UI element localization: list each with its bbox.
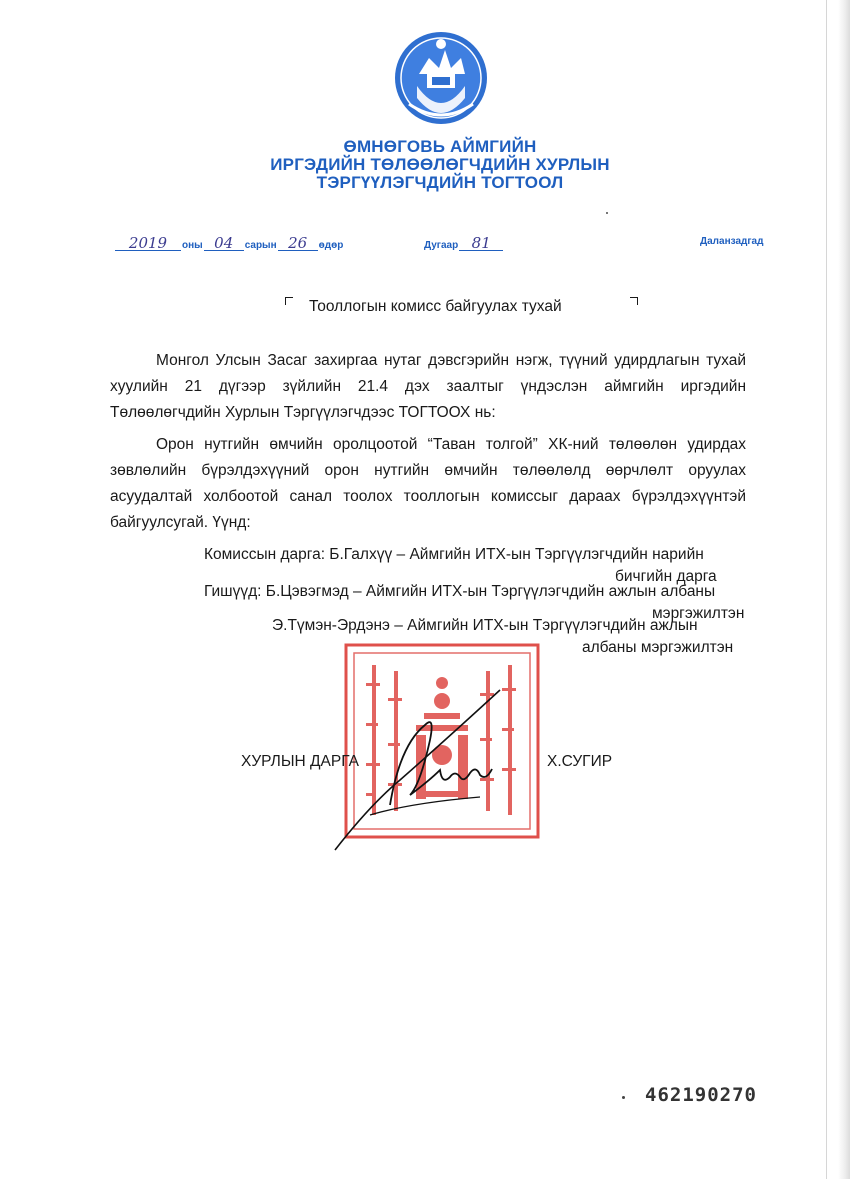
member2-line-1: Э.Түмэн-Эрдэнэ – Аймгийн ИТХ-ын Тэргүүлэгчдийн ажлын: [272, 617, 698, 634]
number-value: 81: [459, 236, 503, 251]
resolution-subject: Тооллогын комисс байгуулах тухай: [309, 298, 562, 315]
signatory-name: Х.СУГИР: [547, 753, 613, 770]
date-month-label: сарын: [244, 240, 277, 251]
scan-speck: [606, 212, 608, 214]
header-line-resolution: ТЭРГҮҮЛЭГЧДИЙН ТОГТООЛ: [316, 173, 564, 192]
member1-line-1: Гишүүд: Б.Цэвэгмэд – Аймгийн ИТХ-ын Тэргүүлэгчдийн ажлын албаны: [204, 583, 716, 600]
document-serial-number: 462190270: [645, 1084, 757, 1106]
subject-bracket-left: [285, 297, 293, 305]
resolution-place: Даланзадгад: [700, 236, 764, 247]
resolution-number: [423, 236, 503, 251]
chair-line-1: Комиссын дарга: Б.Галхүү – Аймгийн ИТХ-ын Тэргүүлэгчдийн нарийн: [204, 546, 704, 563]
resolution-date: [115, 236, 344, 251]
body-paragraph-2: [110, 432, 746, 536]
scan-edge-line: [826, 0, 827, 1179]
signatory-title: ХУРЛЫН ДАРГА: [241, 753, 359, 770]
paragraph-text: Орон нутгийн өмчийн оролцоотой “Таван толгой” ХК-ний төлөөлөн удирдах зөвлөлийн бүрэлдэхүүний орон нутгийн өмчийн төлөөлөлд өөрчлөлт оруулах асуудалтай холбоотой санал тоолох тооллогын комиссыг дараах бүрэлдэхүүнтэй байгуулсугай. Үүнд:: [110, 436, 746, 531]
scan-edge-shadow: [838, 0, 850, 1179]
paragraph-text: Монгол Улсын Засаг захиргаа нутаг дэвсгэрийн нэгж, түүний удирдлагын тухай хуулийн 21 дүгээр зүйлийн 21.4 дэх заалтыг үндэслэн аймгийн иргэдийн Төлөөлөгчдийн Хурлын Тэргүүлэгчдээс ТОГТООХ нь:: [110, 352, 746, 421]
member1-line-2: мэргэжилтэн: [652, 605, 745, 622]
header-line-aimag: ӨМНӨГОВЬ АЙМГИЙН: [343, 137, 537, 156]
number-label: Дугаар: [424, 240, 459, 251]
subject-bracket-right: [630, 297, 638, 305]
header-line-council: ИРГЭДИЙН ТӨЛӨӨЛӨГЧДИЙН ХУРЛЫН: [270, 155, 610, 174]
handwritten-signature: [330, 685, 510, 855]
body-paragraph-1: [110, 348, 746, 426]
date-day-label: өдөр: [318, 240, 344, 251]
chair-line-2: бичгийн дарга: [615, 568, 717, 585]
date-year-label: оны: [182, 240, 203, 251]
date-year: 2019: [115, 236, 181, 251]
scan-dot: [622, 1096, 625, 1099]
mongolia-emblem-icon: [389, 28, 493, 128]
date-day: 26: [278, 236, 318, 251]
date-month: 04: [204, 236, 244, 251]
member2-line-2: албаны мэргэжилтэн: [582, 639, 734, 656]
